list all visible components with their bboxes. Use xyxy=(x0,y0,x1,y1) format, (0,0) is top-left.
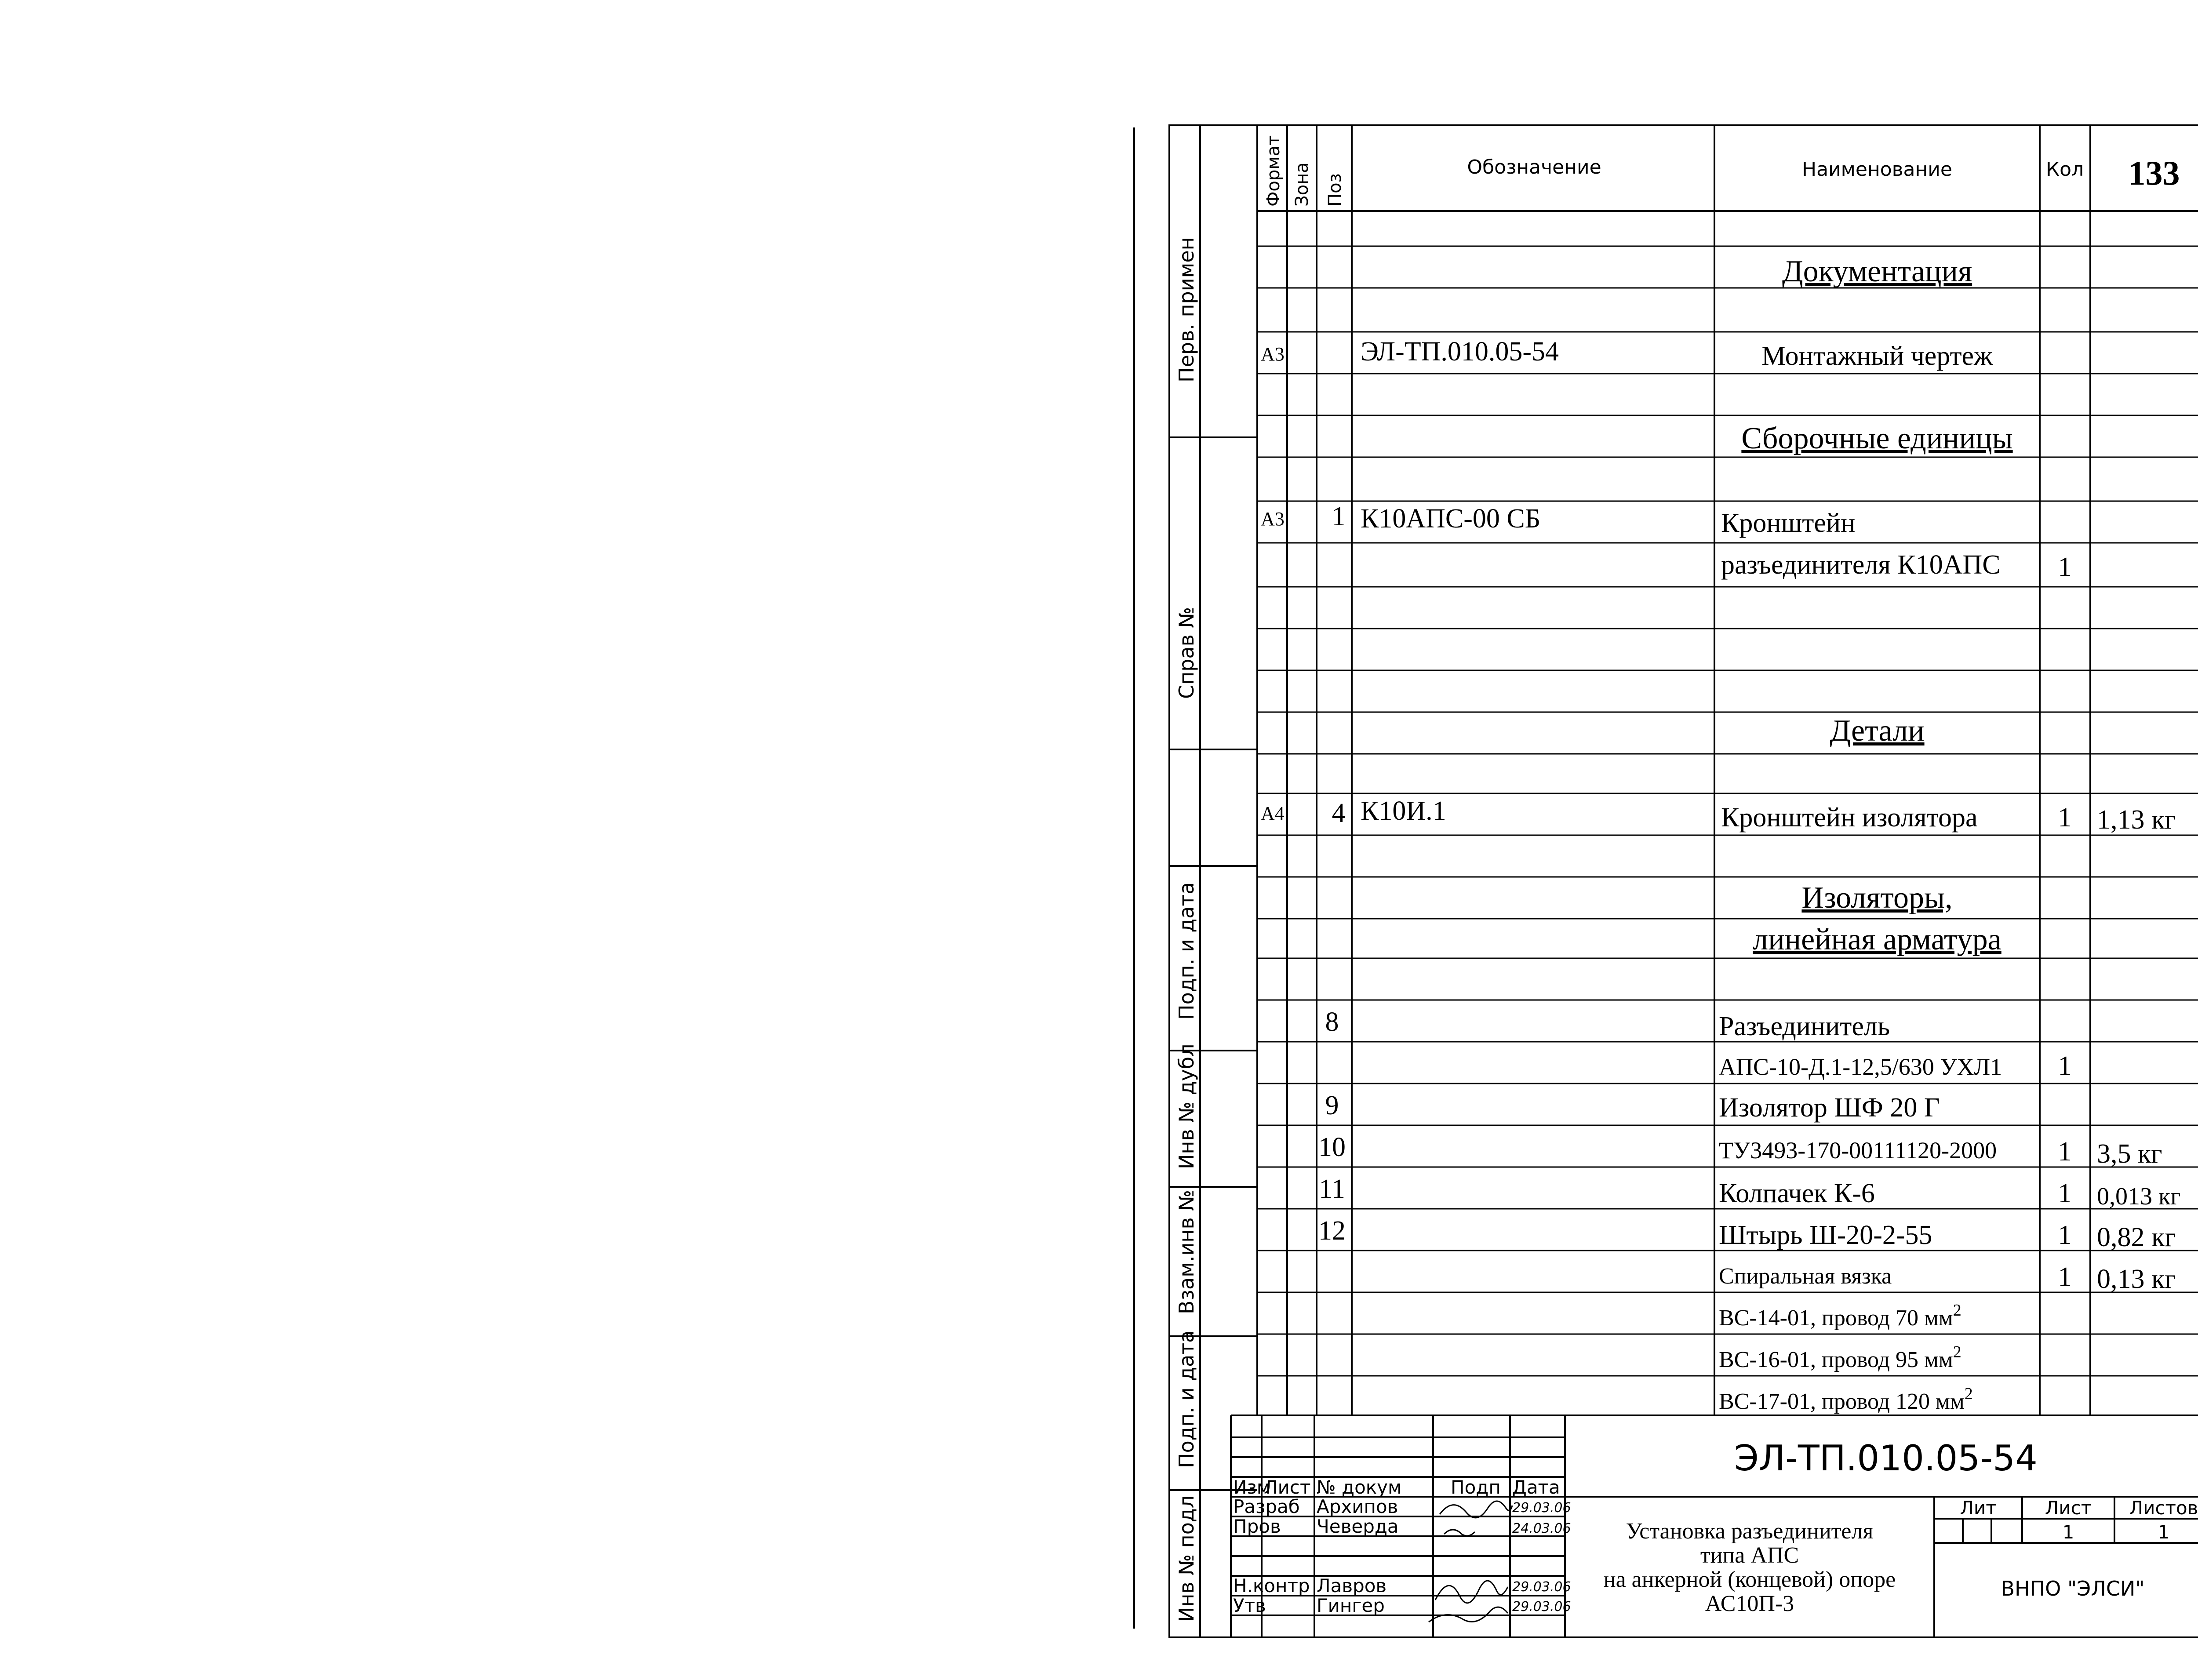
tb-org: ВНПО "ЭЛСИ" xyxy=(2001,1577,2145,1600)
tb-sheet-label: Лист xyxy=(2045,1497,2092,1519)
label-sprav-no: Справ № xyxy=(1175,607,1198,699)
section-documentation: Документация xyxy=(1782,255,1972,288)
section-assembly: Сборочные единицы xyxy=(1741,422,2013,455)
header-designation: Обозначение xyxy=(1467,156,1601,178)
tb-title-4: АС10П-3 xyxy=(1705,1591,1794,1616)
assembly-name-2: разъединителя К10АПС xyxy=(1721,550,2001,580)
r13-note: 0,13 кг xyxy=(2097,1264,2176,1294)
detail-name: Кронштейн изолятора xyxy=(1721,803,1978,833)
doc-format: А3 xyxy=(1261,343,1285,365)
r10-name: ТУ3493-170-00111120-2000 xyxy=(1719,1137,1997,1164)
r8b-qty: 1 xyxy=(2058,1051,2072,1081)
tb-col-izm: Изм xyxy=(1233,1476,1271,1498)
sheet-number: 133 xyxy=(2128,154,2180,192)
label-podp-data-2: Подп. и дата xyxy=(1175,1330,1198,1468)
r11-pos: 11 xyxy=(1319,1174,1345,1204)
r9-name: Изолятор ШФ 20 Г xyxy=(1719,1093,1940,1123)
section-insulators-2: линейная арматура xyxy=(1753,923,2001,956)
detail-note: 1,13 кг xyxy=(2097,805,2176,835)
r13-qty: 1 xyxy=(2058,1262,2072,1292)
tb-nkontr-name: Лавров xyxy=(1317,1575,1387,1596)
tb-lit-label: Лит xyxy=(1960,1497,1997,1519)
assembly-designation: К10АПС-00 СБ xyxy=(1361,504,1541,534)
tb-col-date: Дата xyxy=(1512,1476,1560,1498)
tb-sheet-value: 1 xyxy=(2062,1521,2074,1543)
section-details: Детали xyxy=(1830,714,1925,748)
header-name: Наименование xyxy=(1802,158,1952,181)
label-inv-dubl: Инв № дубл xyxy=(1175,1044,1198,1169)
r12-note: 0,82 кг xyxy=(2097,1222,2176,1252)
r12-name: Штырь Ш-20-2-55 xyxy=(1719,1220,1932,1250)
r14-name-text: ВС-14-01, провод 70 мм xyxy=(1719,1305,1953,1331)
assembly-qty: 1 xyxy=(2058,552,2072,582)
r12-pos: 12 xyxy=(1318,1216,1346,1246)
detail-qty: 1 xyxy=(2058,803,2072,833)
tb-title-3: на анкерной (концевой) опоре xyxy=(1603,1567,1896,1592)
r14-sup: 2 xyxy=(1953,1301,1961,1320)
tb-utv-label: Утв xyxy=(1233,1595,1266,1616)
r9-pos: 9 xyxy=(1325,1091,1339,1120)
r10-pos: 10 xyxy=(1318,1132,1346,1162)
assembly-name-1: Кронштейн xyxy=(1721,508,1856,538)
label-perv-primen: Перв. примен xyxy=(1175,237,1198,382)
r15-sup: 2 xyxy=(1953,1343,1961,1361)
tb-prov-date: 24.03.06 xyxy=(1512,1521,1571,1536)
r11-qty: 1 xyxy=(2058,1178,2072,1208)
tb-doc-code: ЭЛ-ТП.010.05-54 xyxy=(1734,1438,2038,1479)
tb-razrab-name: Архипов xyxy=(1317,1496,1398,1517)
r15-name-text: ВС-16-01, провод 95 мм xyxy=(1719,1347,1953,1372)
tb-utv-name: Гингер xyxy=(1317,1595,1385,1616)
r14-name xyxy=(1719,1301,1961,1331)
r11-name: Колпачек К-6 xyxy=(1719,1178,1875,1208)
tb-razrab-label: Разраб xyxy=(1233,1496,1300,1517)
header-format: Формат xyxy=(1263,135,1284,207)
r11-note: 0,013 кг xyxy=(2097,1183,2181,1210)
tb-nkontr-date: 29.03.06 xyxy=(1512,1579,1571,1595)
tb-razrab-date: 29.03.06 xyxy=(1512,1500,1571,1516)
tb-utv-date: 29.03.06 xyxy=(1512,1599,1571,1615)
tb-sheets-label: Листов xyxy=(2129,1497,2198,1519)
r12-qty: 1 xyxy=(2058,1220,2072,1250)
tb-sheets-value: 1 xyxy=(2158,1521,2170,1543)
header-qty: Кол xyxy=(2045,158,2084,181)
tb-title-2: типа АПС xyxy=(1700,1543,1799,1568)
detail-pos: 4 xyxy=(1332,798,1346,828)
assembly-pos: 1 xyxy=(1332,502,1346,531)
tb-title-1: Установка разъединителя xyxy=(1626,1519,1874,1544)
r8b-name: АПС-10-Д.1-12,5/630 УХЛ1 xyxy=(1719,1054,2002,1080)
r13-name: Спиральная вязка xyxy=(1719,1264,1892,1289)
tb-col-podp: Подп xyxy=(1451,1476,1501,1498)
label-vzam-inv: Взам.инв № xyxy=(1175,1189,1198,1314)
r16-sup: 2 xyxy=(1964,1385,1973,1403)
assembly-format: А3 xyxy=(1261,508,1285,530)
label-inv-podl: Инв № подл xyxy=(1175,1495,1198,1622)
header-pos: Поз xyxy=(1325,173,1345,207)
detail-designation: К10И.1 xyxy=(1361,796,1446,826)
doc-name: Монтажный чертеж xyxy=(1761,341,1993,371)
doc-designation: ЭЛ-ТП.010.05-54 xyxy=(1361,337,1559,367)
header-zone: Зона xyxy=(1292,162,1312,207)
r10-qty: 1 xyxy=(2058,1137,2072,1167)
tb-prov-label: Пров xyxy=(1233,1516,1281,1537)
tb-col-list: Лист xyxy=(1264,1476,1311,1498)
r8-name: Разъединитель xyxy=(1719,1011,1890,1041)
r10-note: 3,5 кг xyxy=(2097,1139,2162,1169)
tb-prov-name: Чеверда xyxy=(1317,1516,1399,1537)
r8-pos: 8 xyxy=(1325,1007,1339,1037)
r16-name-text: ВС-17-01, провод 120 мм xyxy=(1719,1389,1965,1414)
tb-nkontr-label: Н.контр xyxy=(1233,1575,1310,1596)
r15-name xyxy=(1719,1343,1961,1372)
label-podp-data-1: Подп. и дата xyxy=(1175,882,1198,1020)
section-insulators-1: Изоляторы, xyxy=(1801,881,1953,915)
detail-format: А4 xyxy=(1261,803,1285,824)
r16-name xyxy=(1719,1385,1973,1414)
tb-col-doc: № докум xyxy=(1317,1476,1402,1498)
